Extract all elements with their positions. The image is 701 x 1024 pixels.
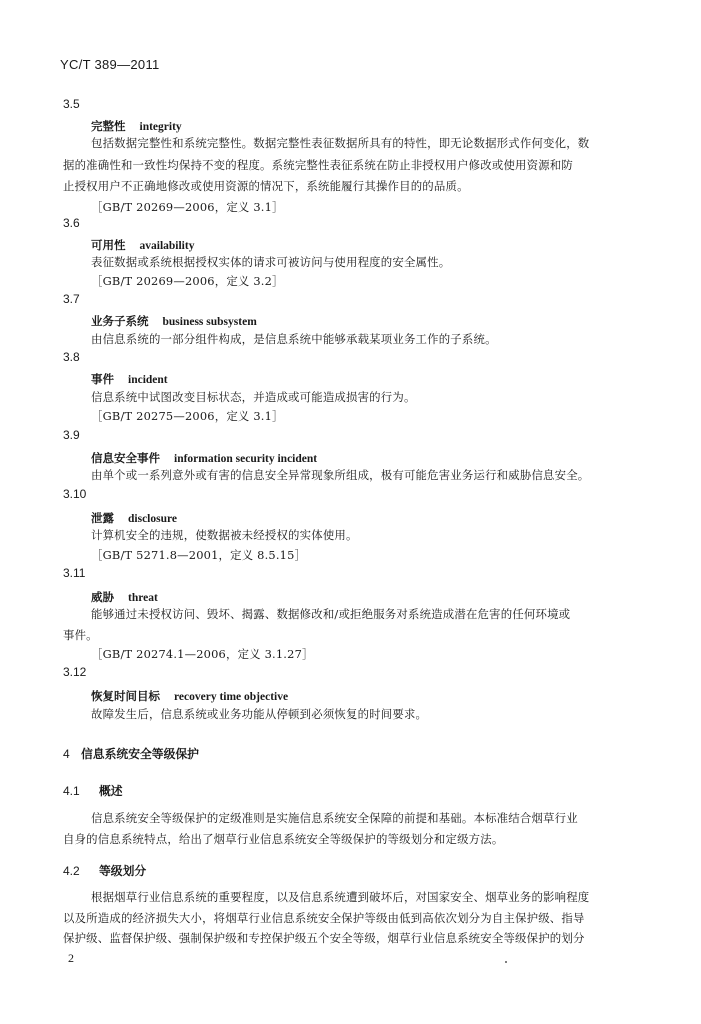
reference: ［GB/T 5271.8—2001，定义 8.5.15］ — [91, 548, 307, 562]
term-heading — [91, 368, 168, 387]
reference: ［GB/T 20269—2006，定义 3.1］ — [91, 200, 284, 214]
term-heading — [91, 507, 177, 526]
term-en: integrity — [139, 121, 182, 133]
term-heading — [91, 586, 158, 605]
entry-number: 3.12 — [63, 665, 87, 679]
definition-line: 包括数据完整性和系统完整性。数据完整性表征数据所具有的特性，即无论数据形式作何变化，数 — [91, 136, 590, 150]
term-en: availability — [139, 240, 195, 252]
entry-number: 3.10 — [63, 487, 87, 501]
reference: ［GB/T 20274.1—2006，定义 3.1.27］ — [91, 647, 314, 661]
entry-number: 3.9 — [63, 428, 80, 442]
paragraph-line: 保护级、监督保护级、强制保护级和专控保护级五个安全等级，烟草行业信息系统安全等级保护的划分 — [63, 931, 585, 945]
page-number: 2 — [68, 951, 74, 965]
term-heading — [91, 447, 317, 466]
definition-line: 事件。 — [63, 628, 98, 642]
definition-line: 据的准确性和一致性均保持不变的程度。系统完整性表征系统在防止非授权用户修改或使用资源和防 — [63, 158, 573, 172]
subsection-heading — [63, 860, 146, 879]
term-zh: 可用性 — [91, 238, 126, 252]
reference: ［GB/T 20275—2006，定义 3.1］ — [91, 409, 284, 423]
scan-speck — [505, 961, 507, 963]
section-title: 信息系统安全等级保护 — [81, 747, 199, 761]
paragraph-line: 信息系统安全等级保护的定级准则是实施信息系统安全保障的前提和基础。本标准结合烟草行业 — [91, 811, 578, 825]
term-zh: 事件 — [91, 372, 114, 386]
subsection-number: 4.1 — [63, 784, 80, 798]
term-heading — [91, 310, 257, 329]
term-zh: 威胁 — [91, 590, 114, 604]
definition-line: 表征数据或系统根据授权实体的请求可被访问与使用程度的安全属性。 — [91, 255, 451, 269]
reference: ［GB/T 20269—2006，定义 3.2］ — [91, 274, 284, 288]
definition-line: 计算机安全的违规，使数据被未经授权的实体使用。 — [91, 528, 358, 542]
term-en: threat — [128, 592, 158, 604]
term-zh: 泄露 — [91, 511, 114, 525]
term-en: disclosure — [128, 513, 177, 525]
definition-line: 故障发生后，信息系统或业务功能从停顿到必须恢复的时间要求。 — [91, 707, 428, 721]
subsection-title: 等级划分 — [99, 864, 147, 878]
entry-number: 3.6 — [63, 216, 80, 230]
paragraph-line: 以及所造成的经济损失大小，将烟草行业信息系统安全保护等级由低到高依次划分为自主保护级、指导 — [63, 911, 585, 925]
term-en: business subsystem — [162, 316, 257, 328]
term-zh: 恢复时间目标 — [91, 689, 160, 703]
term-en: recovery time objective — [174, 691, 289, 703]
document-id-header: YC/T 389—2011 — [60, 57, 160, 72]
term-zh: 业务子系统 — [91, 314, 149, 328]
term-en: information security incident — [174, 453, 318, 465]
definition-line: 信息系统中试图改变目标状态，并造成或可能造成损害的行为。 — [91, 390, 416, 404]
section-heading — [63, 743, 199, 762]
paragraph-line: 自身的信息系统特点，给出了烟草行业信息系统安全等级保护的等级划分和定级方法。 — [63, 832, 504, 846]
subsection-title: 概述 — [99, 784, 123, 798]
term-zh: 信息安全事件 — [91, 451, 160, 465]
definition-line: 止授权用户不正确地修改或使用资源的情况下，系统能履行其操作目的的品质。 — [63, 179, 469, 193]
definition-line: 由信息系统的一部分组件构成，是信息系统中能够承载某项业务工作的子系统。 — [91, 332, 497, 346]
term-en: incident — [128, 374, 168, 386]
subsection-number: 4.2 — [63, 864, 80, 878]
entry-number: 3.7 — [63, 292, 80, 306]
subsection-heading — [63, 780, 123, 799]
entry-number: 3.5 — [63, 97, 80, 111]
term-heading — [91, 685, 288, 704]
definition-line: 由单个或一系列意外或有害的信息安全异常现象所组成，极有可能危害业务运行和威胁信息安全。 — [91, 468, 590, 482]
entry-number: 3.8 — [63, 350, 80, 364]
entry-number: 3.11 — [63, 566, 86, 580]
definition-line: 能够通过未授权访问、毁坏、揭露、数据修改和/或拒绝服务对系统造成潜在危害的任何环境或 — [91, 607, 571, 621]
term-zh: 完整性 — [91, 119, 126, 133]
paragraph-line: 根据烟草行业信息系统的重要程度，以及信息系统遭到破坏后，对国家安全、烟草业务的影响程度 — [91, 890, 590, 904]
section-number: 4 — [63, 747, 70, 761]
term-heading — [91, 234, 194, 253]
term-heading — [91, 115, 182, 134]
